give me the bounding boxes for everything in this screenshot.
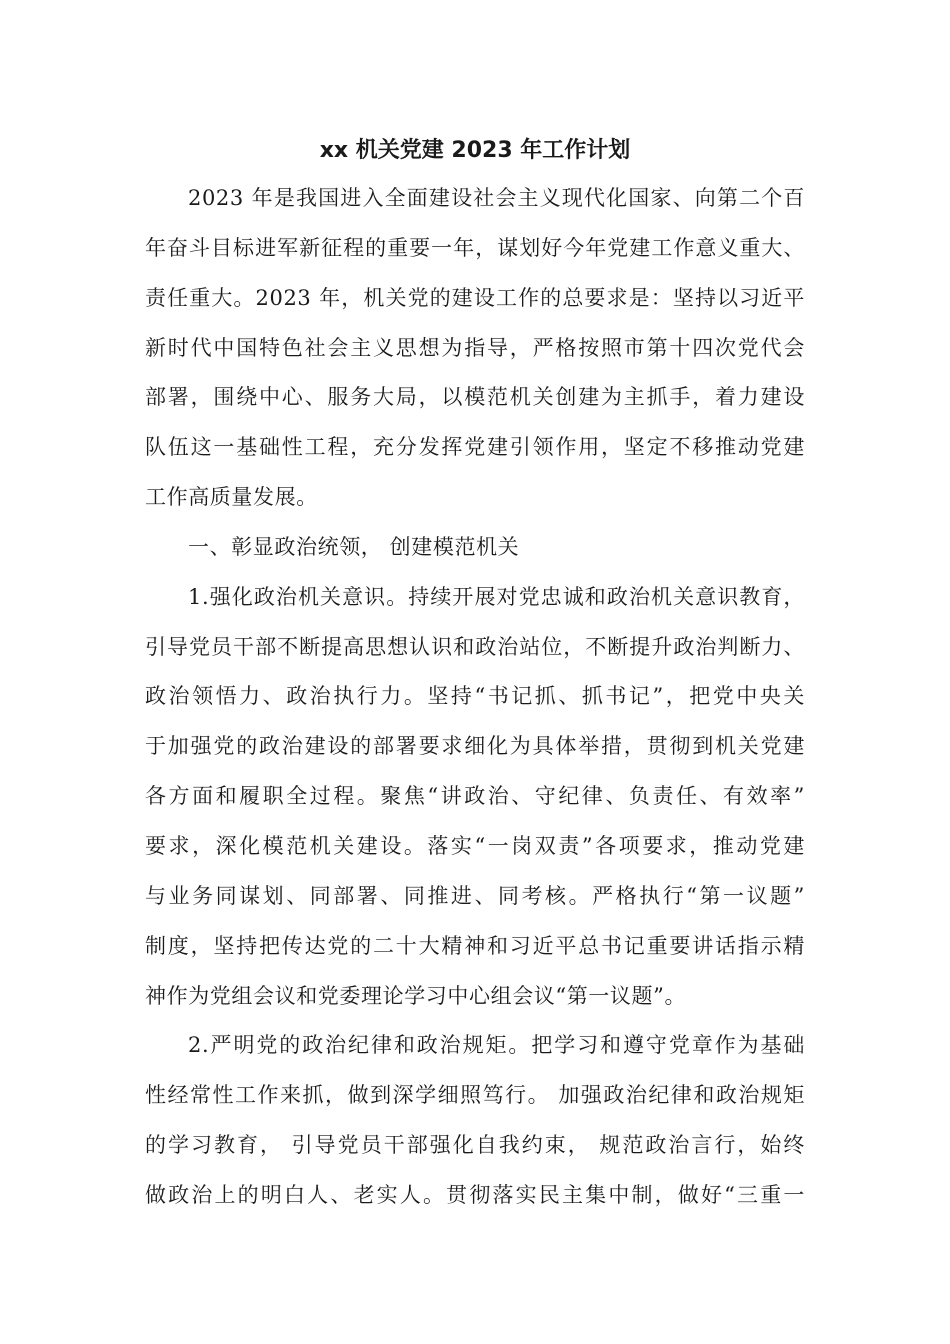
document-title: xx 机关党建 2023 年工作计划 [319, 138, 631, 163]
item-1-paragraph [145, 573, 805, 1022]
paragraph-line: 2.严明党的政治纪律和政治规矩。把学习和遵守党章作为基础 [188, 1033, 805, 1058]
section-heading [145, 523, 805, 573]
paragraph-line: 各方面和履职全过程。聚焦“讲政治、守纪律、负责任、有效率” [145, 784, 805, 809]
paragraph-line: 引导党员干部不断提高思想认识和政治站位，不断提升政治判断力、 [145, 634, 805, 659]
paragraph-line: 队伍这一基础性工程，充分发挥党建引领作用，坚定不移推动党建 [145, 435, 805, 460]
paragraph-line: 责任重大。2023 年，机关党的建设工作的总要求是：坚持以习近平 [145, 285, 805, 310]
paragraph-line: 制度，坚持把传达党的二十大精神和习近平总书记重要讲话指示精 [145, 933, 805, 958]
paragraph-line: 政治领悟力、政治执行力。坚持“书记抓、抓书记”，把党中央关 [145, 684, 805, 709]
paragraph-line: 性经常性工作来抓，做到深学细照笃行。 加强政治纪律和政治规矩 [145, 1083, 805, 1108]
paragraph-line: 部署，围绕中心、服务大局，以模范机关创建为主抓手，着力建设 [145, 385, 805, 410]
paragraph-line: 与业务同谋划、同部署、同推进、同考核。严格执行“第一议题” [145, 883, 805, 908]
paragraph-line: 1.强化政治机关意识。持续开展对党忠诚和政治机关意识教育， [188, 584, 805, 609]
paragraph-line: 要求，深化模范机关建设。落实“一岗双责”各项要求，推动党建 [145, 833, 805, 858]
document-page [145, 127, 805, 1221]
intro-paragraph [145, 174, 805, 523]
paragraph-line: 年奋斗目标进军新征程的重要一年，谋划好今年党建工作意义重大、 [145, 235, 805, 260]
paragraph-line: 神作为党组会议和党委理论学习中心组会议“第一议题”。 [145, 983, 687, 1008]
paragraph-line: 2023 年是我国进入全面建设社会主义现代化国家、向第二个百 [188, 186, 805, 210]
paragraph-line: 做政治上的明白人、老实人。贯彻落实民主集中制，做好“三重一 [145, 1182, 805, 1207]
paragraph-line: 新时代中国特色社会主义思想为指导，严格按照市第十四次党代会 [145, 335, 805, 360]
section-heading-text: 一、彰显政治统领， 创建模范机关 [188, 534, 520, 559]
paragraph-line: 于加强党的政治建设的部署要求细化为具体举措，贯彻到机关党建 [145, 734, 805, 759]
paragraph-line: 工作高质量发展。 [145, 485, 318, 510]
item-2-paragraph [145, 1021, 805, 1220]
paragraph-line: 的学习教育， 引导党员干部强化自我约束， 规范政治言行，始终 [145, 1133, 805, 1158]
